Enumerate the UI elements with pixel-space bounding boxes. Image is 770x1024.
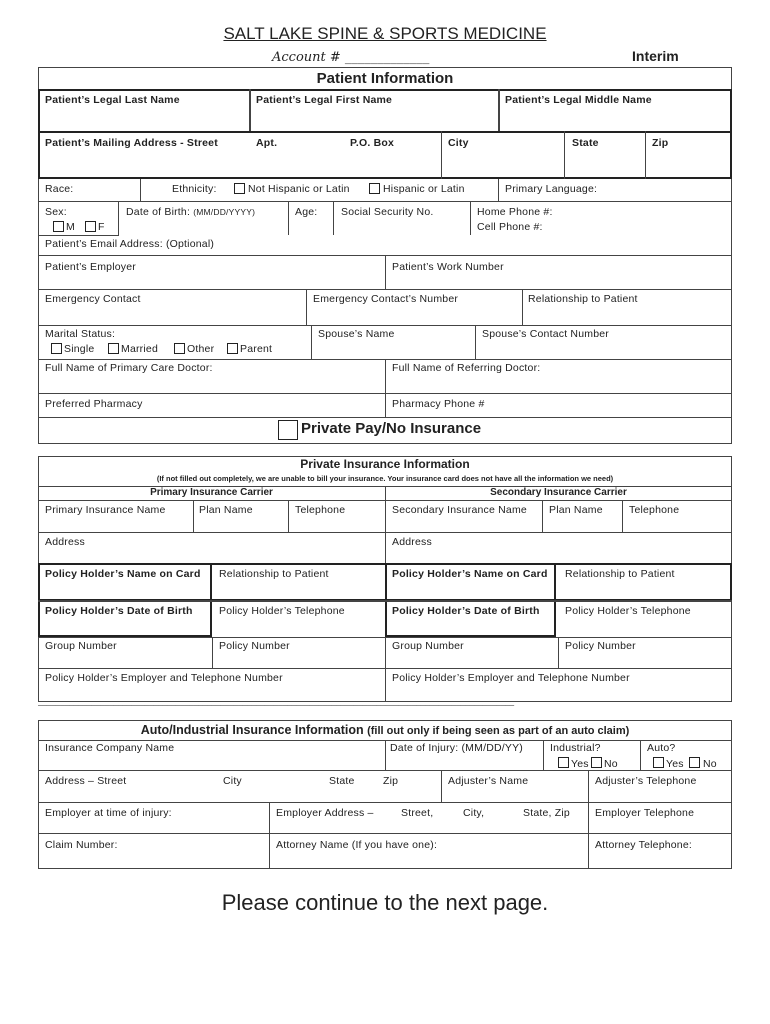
primary-language-field[interactable]: Primary Language: [505,183,598,195]
other-label: Other [187,343,215,355]
sex-f-checkbox[interactable] [85,221,96,232]
auto-title-main: Auto/Industrial Insurance Information [140,723,364,737]
secondary-insurance-name-field[interactable]: Secondary Insurance Name [392,504,527,516]
industrial-yes-checkbox[interactable] [558,757,569,768]
cell-phone-field[interactable]: Cell Phone #: [477,221,543,233]
hispanic-label: Hispanic or Latin [383,183,465,195]
primary-holder-dob-field[interactable]: Policy Holder’s Date of Birth [45,605,193,617]
adjuster-telephone-field[interactable]: Adjuster’s Telephone [595,775,697,787]
middle-name-field[interactable]: Patient’s Legal Middle Name [505,94,652,106]
employer-city-label: City, [463,807,485,819]
secondary-holder-dob-field[interactable]: Policy Holder’s Date of Birth [392,605,540,617]
primary-group-number-field[interactable]: Group Number [45,640,117,652]
auto-yes-label: Yes [666,758,684,770]
spouse-name-field[interactable]: Spouse’s Name [318,328,395,340]
claim-number-field[interactable]: Claim Number: [45,839,118,851]
work-number-field[interactable]: Patient’s Work Number [392,261,504,273]
not-hispanic-checkbox[interactable] [234,183,245,194]
industrial-label: Industrial? [550,742,601,754]
continue-note: Please continue to the next page. [221,890,549,915]
parent-checkbox[interactable] [227,343,238,354]
mailing-street-field[interactable]: Patient’s Mailing Address - Street [45,137,218,149]
employer-state-zip-label: State, Zip [523,807,570,819]
primary-holder-employer-field[interactable]: Policy Holder’s Employer and Telephone Number [45,672,283,684]
dob-label: Date of Birth: [126,206,191,218]
industrial-no-label: No [604,758,618,770]
employer-address-label[interactable]: Employer Address – [276,807,374,819]
city-field[interactable]: City [448,137,469,149]
spouse-number-field[interactable]: Spouse’s Contact Number [482,328,609,340]
private-insurance-title: Private Insurance Information [300,457,470,471]
secondary-carrier-heading: Secondary Insurance Carrier [490,487,627,498]
primary-holder-name-field[interactable]: Policy Holder’s Name on Card [45,568,201,580]
last-name-field[interactable]: Patient’s Legal Last Name [45,94,180,106]
auto-title-note: (fill out only if being seen as part of an auto claim) [367,725,630,737]
primary-address-field[interactable]: Address [45,536,85,548]
private-insurance-note: (If not filled out completely, we are unable to bill your insurance. Your insurance card does not have all the information we need) [156,474,614,483]
primary-telephone-field[interactable]: Telephone [295,504,346,516]
primary-holder-phone-field[interactable]: Policy Holder’s Telephone [219,605,345,617]
auto-no-checkbox[interactable] [689,757,700,768]
email-field[interactable]: Patient’s Email Address: (Optional) [45,238,215,250]
industrial-no-checkbox[interactable] [591,757,602,768]
ssn-field[interactable]: Social Security No. [341,206,434,218]
married-checkbox[interactable] [108,343,119,354]
secondary-policy-number-field[interactable]: Policy Number [565,640,636,652]
private-pay-checkbox[interactable] [278,420,298,440]
dob-field[interactable] [126,206,255,218]
single-label: Single [64,343,95,355]
auto-city-field[interactable]: City [223,775,242,787]
not-hispanic-label: Not Hispanic or Latin [248,183,350,195]
apt-field[interactable]: Apt. [256,137,278,149]
auto-yes-checkbox[interactable] [653,757,664,768]
form-title: SALT LAKE SPINE & SPORTS MEDICINE [223,24,547,43]
other-checkbox[interactable] [174,343,185,354]
auto-no-label: No [703,758,717,770]
home-phone-field[interactable]: Home Phone #: [477,206,553,218]
primary-policy-number-field[interactable]: Policy Number [219,640,290,652]
date-of-injury-field[interactable]: Date of Injury: (MM/DD/YY) [390,742,523,754]
private-pay-label: Private Pay/No Insurance [301,420,482,437]
zip-field[interactable]: Zip [652,137,669,149]
marital-status-label: Marital Status: [45,328,116,340]
secondary-holder-relationship-field[interactable]: Relationship to Patient [565,568,675,580]
primary-insurance-name-field[interactable]: Primary Insurance Name [45,504,166,516]
secondary-telephone-field[interactable]: Telephone [629,504,680,516]
industrial-yes-label: Yes [571,758,589,770]
po-box-field[interactable]: P.O. Box [350,137,395,149]
pcp-field[interactable]: Full Name of Primary Care Doctor: [45,362,213,374]
employer-street-label: Street, [401,807,434,819]
married-label: Married [121,343,158,355]
auto-label: Auto? [647,742,676,754]
sex-m-label: M [66,221,75,233]
age-field[interactable]: Age: [295,206,318,218]
primary-carrier-heading: Primary Insurance Carrier [150,487,273,498]
pharmacy-field[interactable]: Preferred Pharmacy [45,398,143,410]
sex-f-label: F [98,221,105,233]
section-separator: ___________________________________________________________________________________________________________ [38,697,515,706]
ethnicity-label: Ethnicity: [172,183,217,195]
emergency-relationship-field[interactable]: Relationship to Patient [528,293,638,305]
attorney-name-field[interactable]: Attorney Name (If you have one): [276,839,438,851]
dob-format: (MM/DD/YYYY) [193,207,256,217]
employer-telephone-field[interactable]: Employer Telephone [595,807,695,819]
sex-m-checkbox[interactable] [53,221,64,232]
auto-zip-field[interactable]: Zip [383,775,399,787]
secondary-holder-name-field[interactable]: Policy Holder’s Name on Card [392,568,548,580]
account-field[interactable]: Account # _____________ [272,50,430,65]
employer-at-injury-field[interactable]: Employer at time of injury: [45,807,172,819]
secondary-holder-phone-field[interactable]: Policy Holder’s Telephone [565,605,691,617]
emergency-contact-field[interactable]: Emergency Contact [45,293,141,305]
first-name-field[interactable]: Patient’s Legal First Name [256,94,393,106]
primary-holder-relationship-field[interactable]: Relationship to Patient [219,568,329,580]
insurance-company-field[interactable]: Insurance Company Name [45,742,175,754]
hispanic-checkbox[interactable] [369,183,380,194]
adjuster-name-field[interactable]: Adjuster’s Name [448,775,529,787]
primary-plan-name-field[interactable]: Plan Name [199,504,253,516]
sex-label: Sex: [45,206,67,218]
auto-address-street-field[interactable]: Address – Street [45,775,127,787]
state-field[interactable]: State [572,137,599,149]
referring-doctor-field[interactable]: Full Name of Referring Doctor: [392,362,541,374]
single-checkbox[interactable] [51,343,62,354]
secondary-address-field[interactable]: Address [392,536,432,548]
interim-label: Interim [632,48,679,64]
employer-field[interactable]: Patient’s Employer [45,261,136,273]
parent-label: Parent [240,343,273,355]
secondary-holder-employer-field[interactable]: Policy Holder’s Employer and Telephone Number [392,672,630,684]
emergency-number-field[interactable]: Emergency Contact’s Number [313,293,459,305]
patient-info-title: Patient Information [316,70,454,87]
race-field[interactable]: Race: [45,183,74,195]
secondary-plan-name-field[interactable]: Plan Name [549,504,603,516]
auto-state-field[interactable]: State [329,775,355,787]
pharmacy-phone-field[interactable]: Pharmacy Phone # [392,398,485,410]
secondary-group-number-field[interactable]: Group Number [392,640,464,652]
auto-insurance-title [38,723,732,737]
attorney-telephone-field[interactable]: Attorney Telephone: [595,839,693,851]
